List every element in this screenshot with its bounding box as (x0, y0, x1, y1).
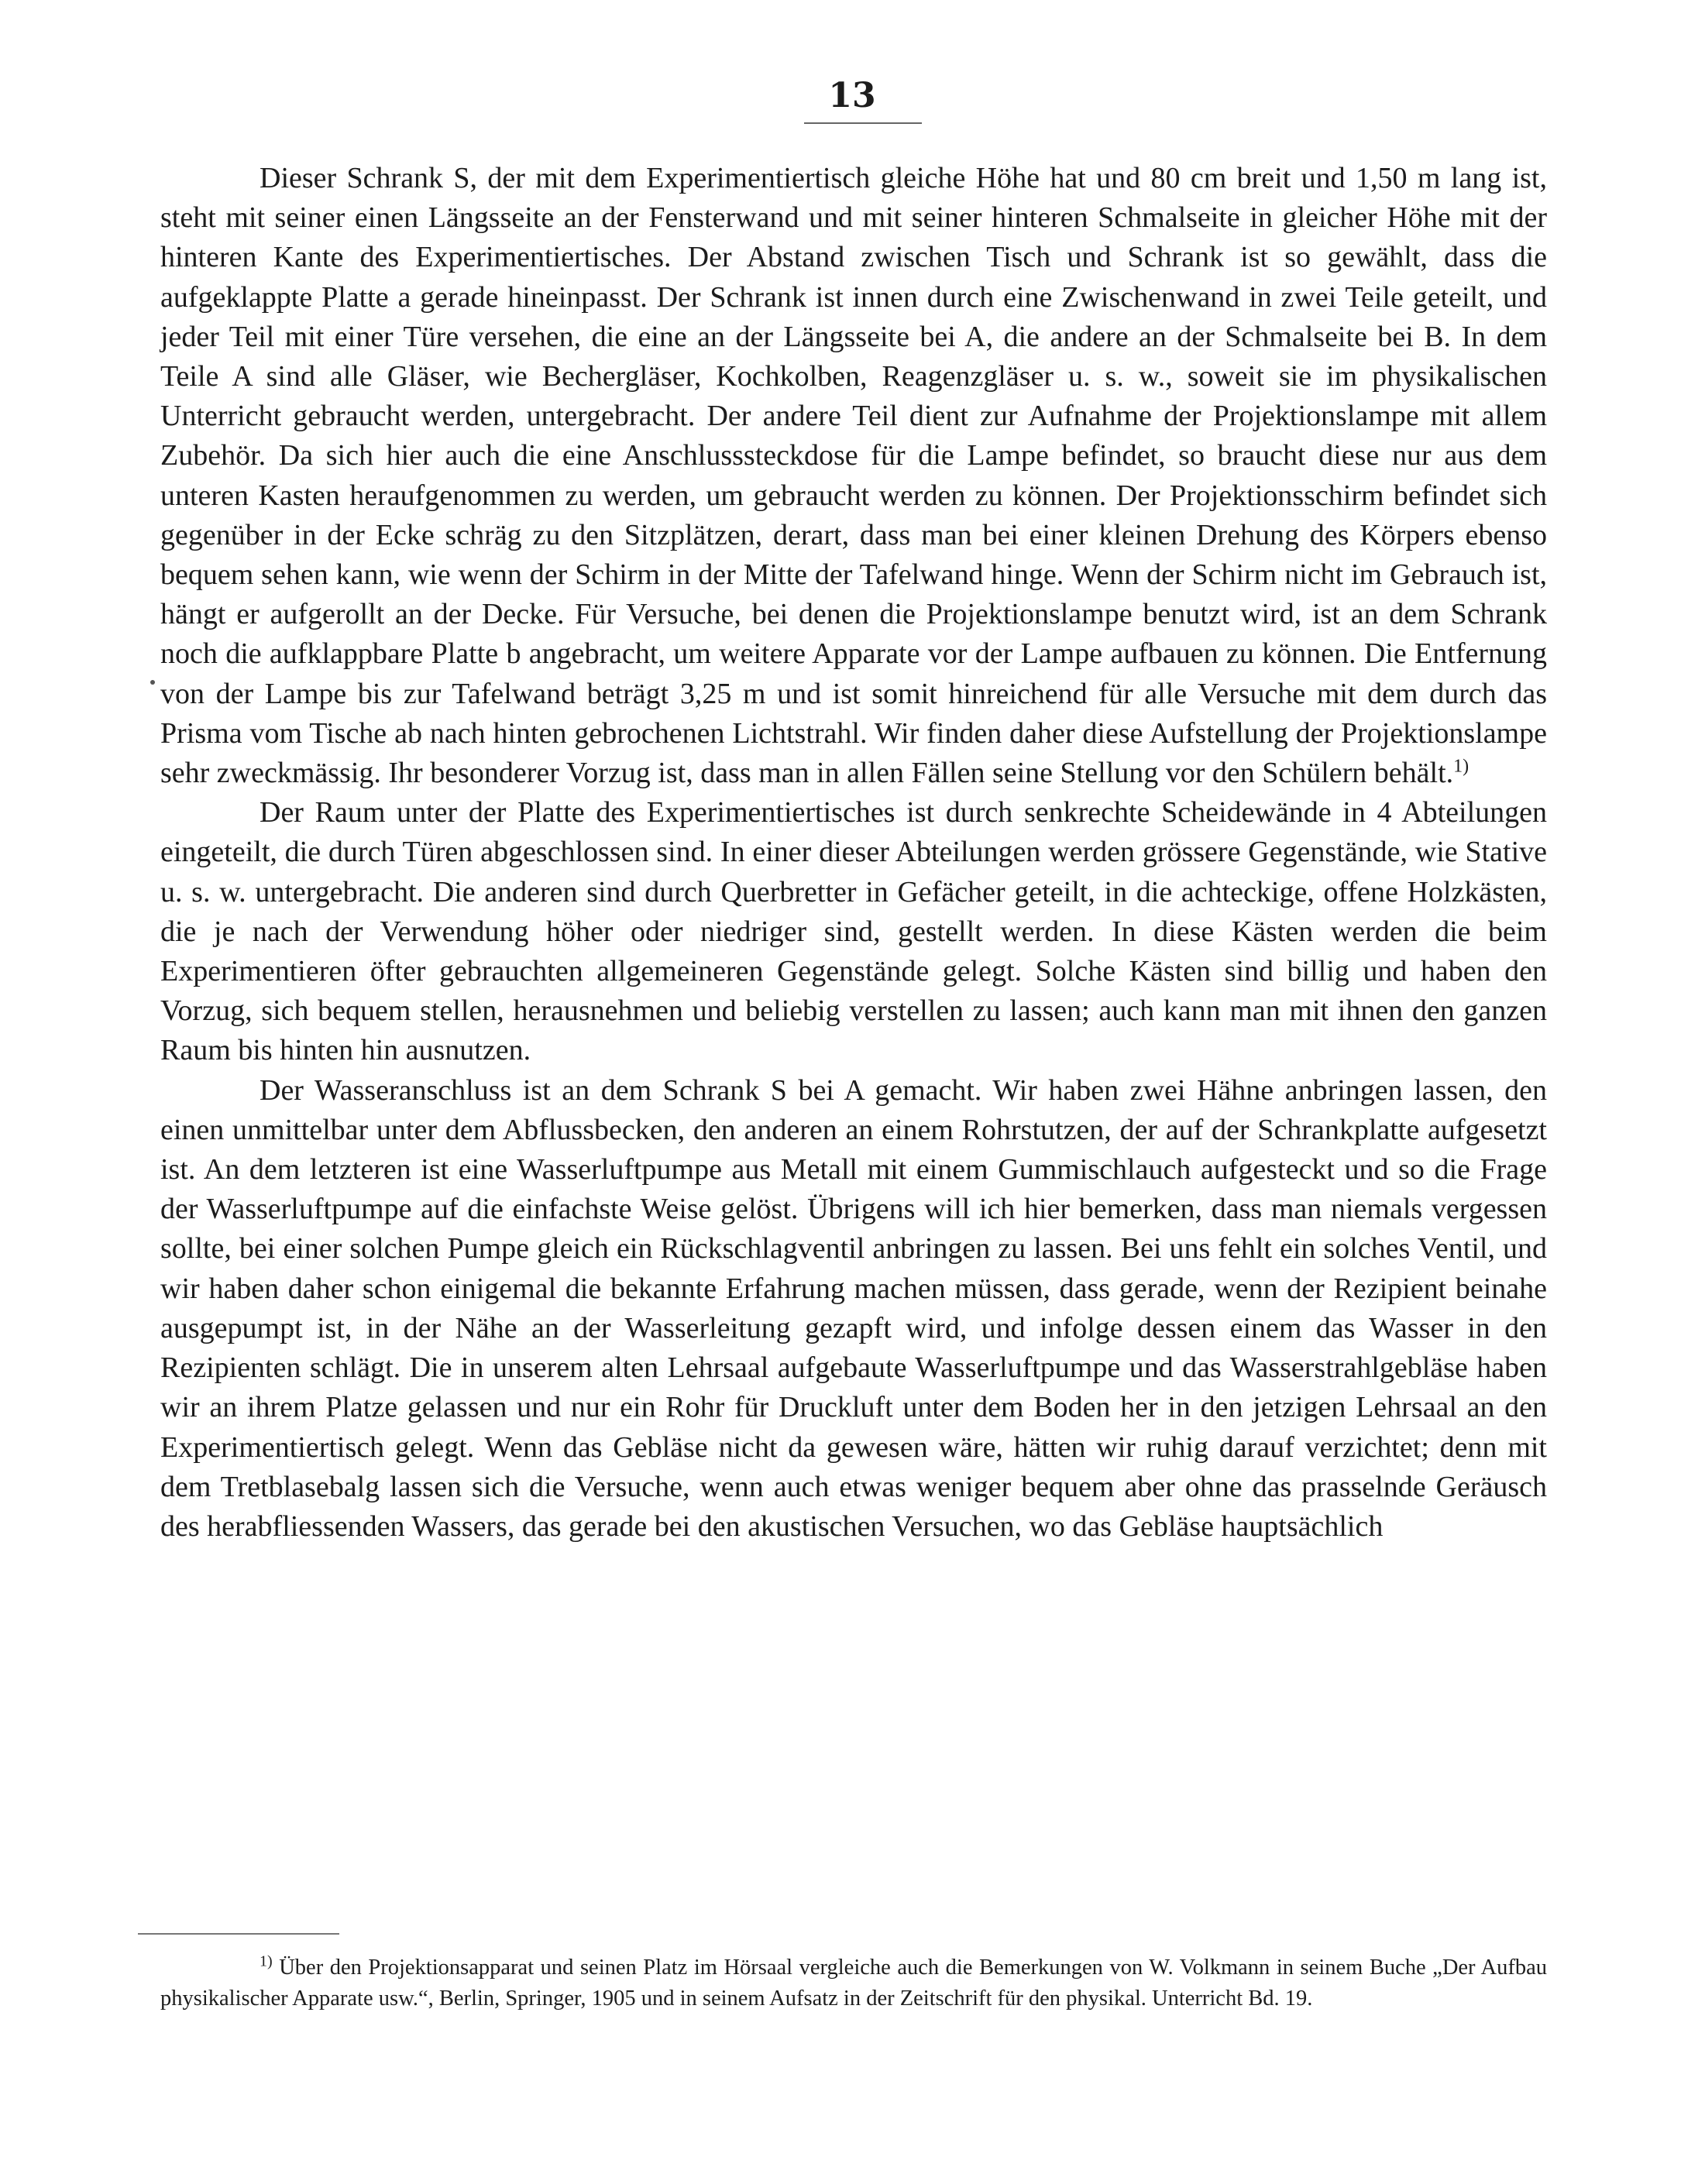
page-number-rule (804, 122, 922, 124)
paragraph-2: Der Raum unter der Platte des Experimentiertisches ist durch senkrechte Scheidewände in 4 Abteilungen eingeteilt, die durch Türen abgeschlossen sind. In einer dieser Abteilungen werden grössere Gegenstände, wie Stative u. s. w. untergebracht. Die anderen sind durch Querbretter in Gefächer geteilt, in die achteckige, offene Holzkästen, die je nach der Verwendung höher oder niedriger sind, gestellt werden. In diese Kästen werden die beim Experimentieren öfter gebrauchten allgemeineren Gegenstände gelegt. Solche Kästen sind billig und haben den Vorzug, sich bequem stellen, herausnehmen und beliebig verstellen zu lassen; auch kann man mit ihnen den ganzen Raum bis hinten hin ausnutzen. (160, 796, 1547, 1067)
margin-mark (150, 680, 155, 685)
paragraph-1 (160, 159, 1547, 793)
footnote-text: Über den Projektionsapparat und seinen Platz im Hörsaal vergleiche auch die Bemerkungen von W. Volkmann in seinem Buche „Der Aufbau physikalischer Apparate usw.“, Berlin, Springer, 1905 und in seinem Aufsatz in der Zeitschrift für den physikal. Unterricht Bd. 19. (160, 1956, 1547, 2011)
footnote-marker: 1) (260, 1952, 273, 1970)
footnote-reference: 1) (1453, 756, 1470, 777)
body-text (160, 159, 1547, 1547)
page-number: 13 (828, 76, 876, 115)
footnote-rule (138, 1933, 339, 1935)
footnote (160, 1952, 1547, 2014)
paragraph-1-text: Dieser Schrank S, der mit dem Experimentiertisch gleiche Höhe hat und 80 cm breit und 1,50 m lang ist, steht mit seiner einen Längsseite an der Fensterwand und mit seiner hinteren Schmalseite in gleicher Höhe mit der hinteren Kante des Experimentiertisches. Der Abstand zwischen Tisch und Schrank ist so gewählt, dass die aufgeklappte Platte a gerade hineinpasst. Der Schrank ist innen durch eine Zwischenwand in zwei Teile geteilt, und jeder Teil mit einer Türe versehen, die eine an der Längsseite bei A, die andere an der Schmalseite bei B. In dem Teile A sind alle Gläser, wie Bechergläser, Kochkolben, Reagenzgläser u. s. w., soweit sie im physikalischen Unterricht gebraucht werden, untergebracht. Der andere Teil dient zur Aufnahme der Projektionslampe mit allem Zubehör. Da sich hier auch die eine Anschlusssteckdose für die Lampe befindet, so braucht diese nur aus dem unteren Kasten heraufgenommen zu werden, um gebraucht werden zu können. Der Projektionsschirm befindet sich gegenüber in der Ecke schräg zu den Sitzplätzen, derart, dass man bei einer kleinen Drehung des Körpers ebenso bequem sehen kann, wie wenn der Schirm in der Mitte der Tafelwand hinge. Wenn der Schirm nicht im Gebrauch ist, hängt er aufgerollt an der Decke. Für Versuche, bei denen die Projektionslampe benutzt wird, ist an dem Schrank noch die aufklappbare Platte b angebracht, um weitere Apparate vor der Lampe aufbauen zu können. Die Entfernung von der Lampe bis zur Tafelwand beträgt 3,25 m und ist somit hinreichend für alle Versuche mit dem durch das Prisma vom Tische ab nach hinten gebrochenen Lichtstrahl. Wir finden daher diese Aufstellung der Projektionslampe sehr zweckmässig. Ihr besonderer Vorzug ist, dass man in allen Fällen seine Stellung vor den Schülern behält. (160, 162, 1547, 790)
paragraph-3: Der Wasseranschluss ist an dem Schrank S bei A gemacht. Wir haben zwei Hähne anbringen lassen, den einen unmittelbar unter dem Abflussbecken, den anderen an einem Rohrstutzen, der auf der Schrankplatte aufgesetzt ist. An dem letzteren ist eine Wasserluftpumpe aus Metall mit einem Gummischlauch aufgesteckt und so die Frage der Wasserluftpumpe auf die einfachste Weise gelöst. Übrigens will ich hier bemerken, dass man niemals vergessen sollte, bei einer solchen Pumpe gleich ein Rückschlagventil anbringen zu lassen. Bei uns fehlt ein solches Ventil, und wir haben daher schon einigemal die bekannte Erfahrung machen müssen, dass gerade, wenn der Rezipient beinahe ausgepumpt ist, in der Nähe an der Wasserleitung gezapft wird, und infolge dessen einem das Wasser in den Rezipienten schlägt. Die in unserem alten Lehrsaal aufgebaute Wasserluftpumpe und das Wasserstrahlgebläse haben wir an ihrem Platze gelassen und nur ein Rohr für Druckluft unter dem Boden her in den jetzigen Lehrsaal an den Experimentiertisch gelegt. Wenn das Gebläse nicht da gewesen wäre, hätten wir ruhig darauf verzichtet; denn mit dem Tretblasebalg lassen sich die Versuche, wenn auch etwas weniger bequem aber ohne das prasselnde Geräusch des herabfliessenden Wassers, das gerade bei den akustischen Versuchen, wo das Gebläse hauptsächlich (160, 1073, 1547, 1543)
